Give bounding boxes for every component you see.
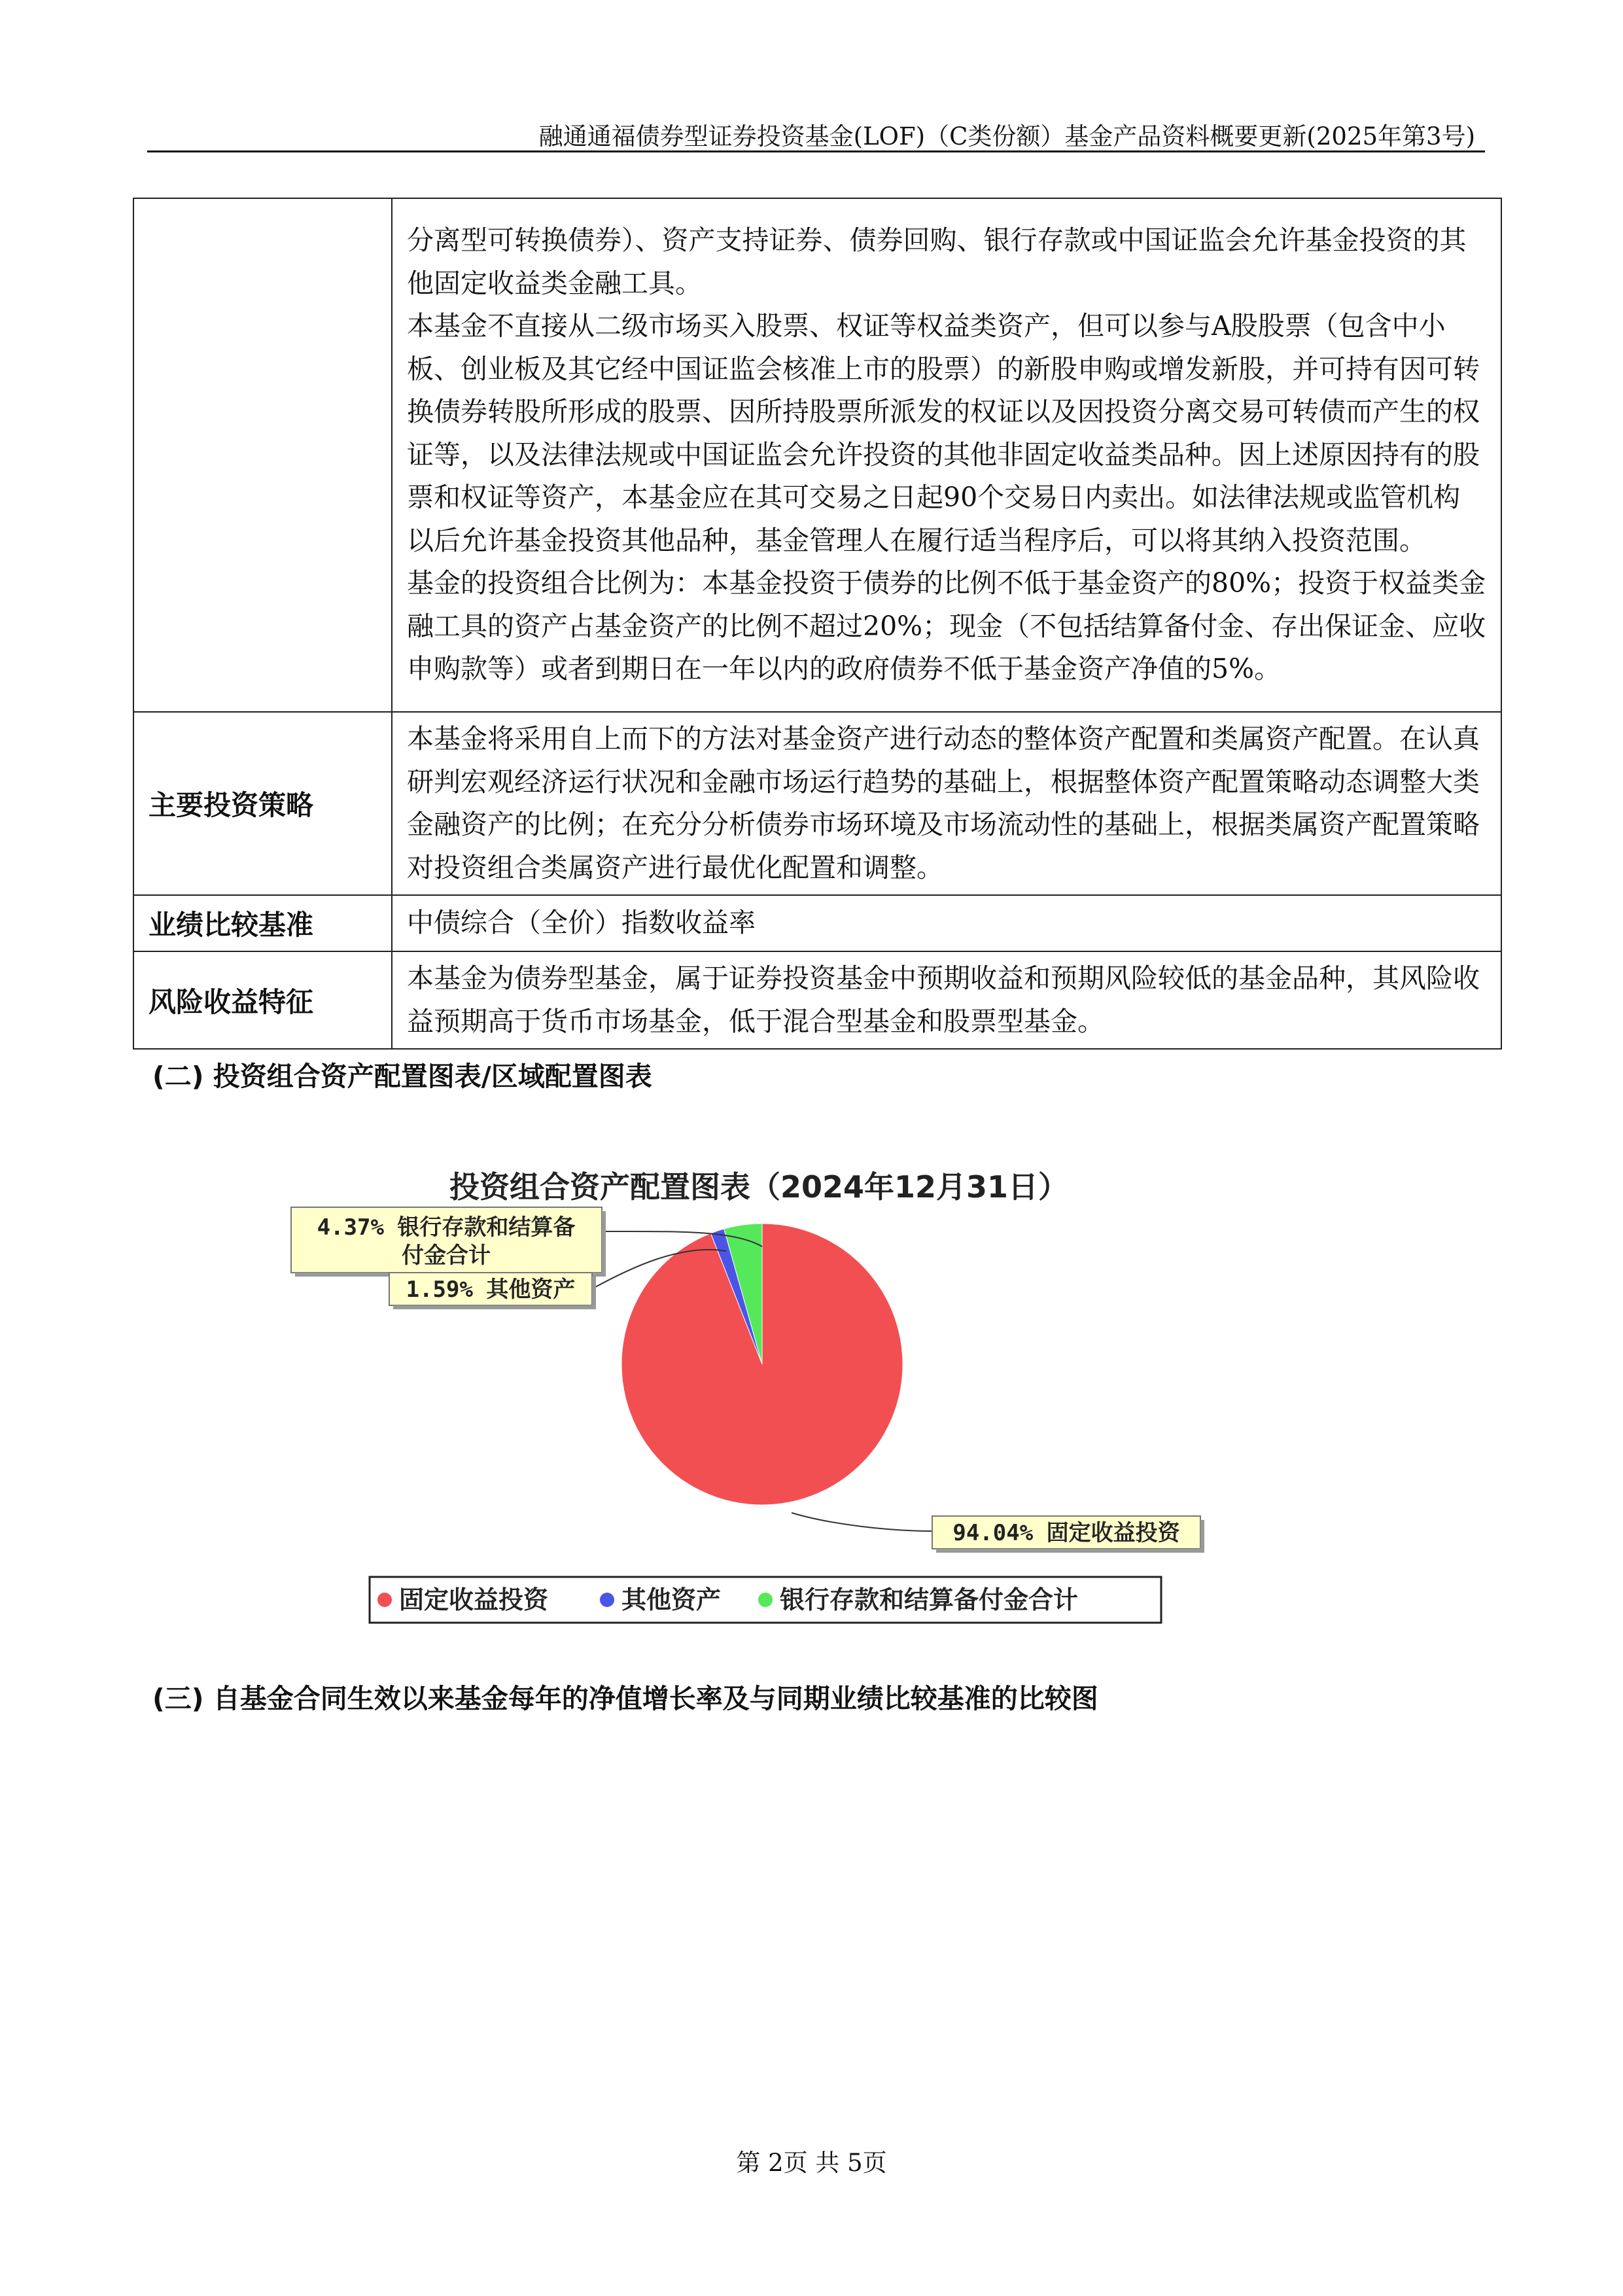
risk-text: 本基金为债券型基金，属于证券投资基金中预期收益和预期风险较低的基金品种，其风险收益预期高于货币市场基金，低于混合型基金和股票型基金。 [392,951,1501,1049]
risk-row [133,951,1501,1049]
label-other-assets [389,1273,596,1309]
label-bank-deposit-line2: 付金合计 [402,1243,491,1269]
legend-bank-deposit: 银行存款和结算备付金合计 [780,1585,1079,1614]
investment-scope-content [392,198,1501,712]
benchmark-label: 业绩比较基准 [133,895,392,951]
scope-paragraph-2: 本基金不直接从二级市场买入股票、权证等权益类资产，但可以参与A股股票（包含中小板、创业板及其它经中国证监会核准上市的股票）的新股申购或增发新股，并可持有因可转换债券转股所形成的股票、因所持股票所派发的权证以及因投资分离交易可转债而产生的权证等，以及法律法规或中国证监会允许投资的其他非固定收益类品种。因上述原因持有的股票和权证等资产，本基金应在其可交易之日起90个交易日内卖出。如法律法规或监管机构以后允许基金投资其他品种，基金管理人在履行适当程序后，可以将其纳入投资范围。 [407,310,1480,556]
chart-title: 投资组合资产配置图表（2024年12月31日） [449,1169,1069,1205]
section-3-title: (三) 自基金合同生效以来基金每年的净值增长率及与同期业绩比较基准的比较图 [152,1683,1098,1714]
label-fixed-income-text: 94.04% 固定收益投资 [952,1520,1180,1546]
benchmark-row [133,895,1501,951]
label-fixed-income [932,1516,1204,1553]
legend-marker-bank-deposit [758,1593,773,1607]
label-other-assets-text: 1.59% 其他资产 [406,1277,576,1303]
label-bank-deposit-line1: 4.37% 银行存款和结算备 [317,1214,576,1241]
asset-allocation-pie-chart [275,1152,1243,1636]
section-2-title: (二) 投资组合资产配置图表/区域配置图表 [152,1061,652,1092]
slice-fixed-income [621,1224,903,1505]
legend-other-assets: 其他资产 [621,1585,722,1614]
investment-scope-label-cell [133,198,392,712]
scope-paragraph-1: 分离型可转换债券）、资产支持证券、债券回购、银行存款或中国证监会允许基金投资的其他固定收益类金融工具。 [407,224,1467,299]
investment-scope-row [133,198,1501,712]
leader-line-fixed-income [792,1513,932,1531]
scope-paragraph-3: 基金的投资组合比例为：本基金投资于债券的比例不低于基金资产的80%；投资于权益类金融工具的资产占基金资产的比例不超过20%；现金（不包括结算备付金、存出保证金、应收申购款等）或者到期日在一年以内的政府债券不低于基金资产净值的5%。 [407,567,1486,685]
page-header [147,111,1485,152]
label-bank-deposit [291,1207,606,1277]
product-info-table [133,198,1502,1050]
legend-fixed-income: 固定收益投资 [399,1585,549,1614]
strategy-text: 本基金将采用自上而下的方法对基金资产进行动态的整体资产配置和类属资产配置。在认真研判宏观经济运行状况和金融市场运行趋势的基础上，根据整体资产配置策略动态调整大类金融资产的比例；在充分分析债券市场环境及市场流动性的基础上，根据类属资产配置策略对投资组合类属资产进行最优化配置和调整。 [392,712,1501,895]
legend-marker-fixed-income [377,1593,392,1607]
chart-legend [370,1577,1161,1623]
strategy-label: 主要投资策略 [133,712,392,895]
legend-marker-other-assets [600,1593,614,1607]
benchmark-text: 中债综合（全价）指数收益率 [392,895,1501,951]
page-footer: 第 2页 共 5页 [736,2149,887,2177]
pie-slices [621,1224,903,1505]
risk-label: 风险收益特征 [133,951,392,1049]
header-title: 融通通福债券型证券投资基金(LOF)（C类份额）基金产品资料概要更新(2025年第3号) [538,122,1475,150]
strategy-row [133,712,1501,895]
